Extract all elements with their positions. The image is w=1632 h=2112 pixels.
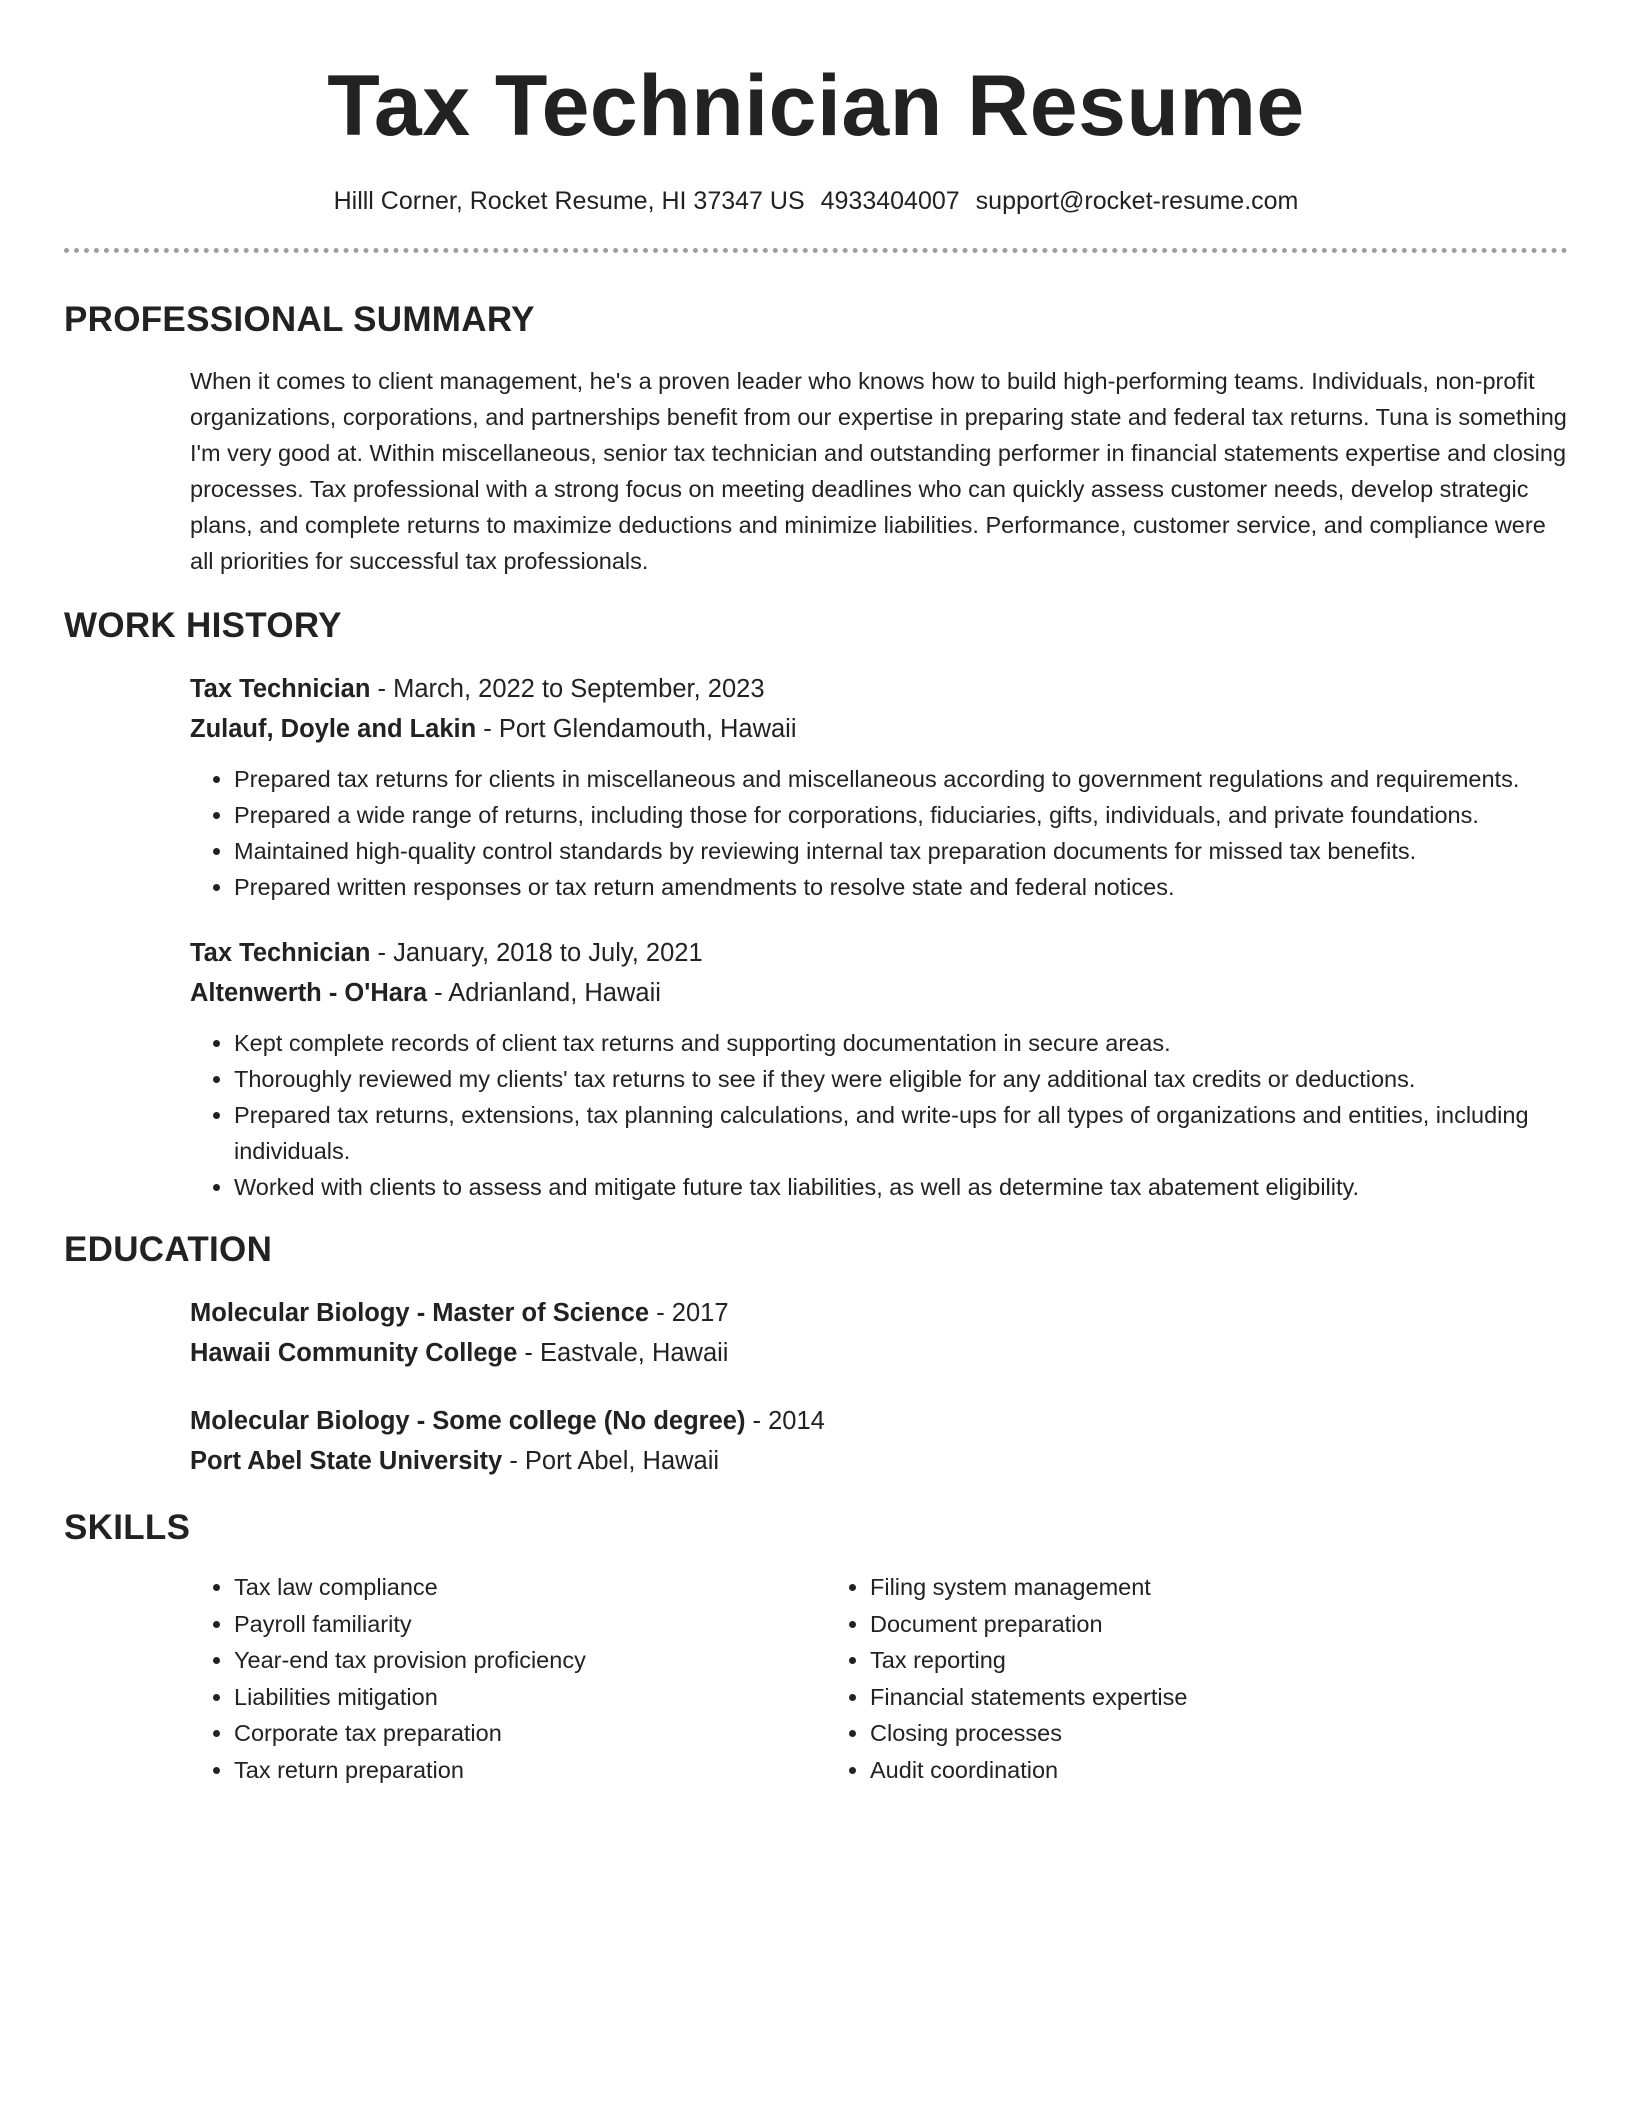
education-entry <box>190 1401 1568 1481</box>
education-entry <box>190 1293 1568 1373</box>
job-bullet: • Maintained high-quality control standards by reviewing internal tax preparation documents for missed tax benefits. <box>234 833 1568 869</box>
education-school-line <box>190 1333 1568 1373</box>
skill-item: • Closing processes <box>870 1715 1462 1752</box>
job-entry <box>190 669 1568 905</box>
skill-item: • Tax return preparation <box>234 1752 826 1789</box>
work-history-section <box>64 605 1568 1205</box>
skill-item: • Audit coordination <box>870 1752 1462 1789</box>
job-bullet: • Prepared a wide range of returns, including those for corporations, fiduciaries, gifts, individuals, and private foundations. <box>234 797 1568 833</box>
skill-item: • Document preparation <box>870 1606 1462 1643</box>
skill-item: • Filing system management <box>870 1569 1462 1606</box>
job-company-line <box>190 709 1568 749</box>
header-divider <box>64 248 1568 253</box>
job-title-line <box>190 933 1568 973</box>
summary-section <box>64 299 1568 579</box>
job-bullet: • Prepared tax returns, extensions, tax planning calculations, and write-ups for all types of organizations and entities, including individuals. <box>234 1097 1568 1169</box>
summary-text: When it comes to client management, he's a proven leader who knows how to build high-performing teams. Individuals, non-profit organizations, corporations, and partnerships benefit from our expertise in preparing state and federal tax returns. Tuna is something I'm very good at. Within miscellaneous, senior tax technician and outstanding performer in financial statements expertise and closing processes. Tax professional with a strong focus on meeting deadlines who can quickly assess customer needs, develop strategic plans, and complete returns to maximize deductions and minimize liabilities. Performance, customer service, and compliance were all priorities for successful tax professionals. <box>190 368 1567 574</box>
education-school: Port Abel State University <box>190 1447 503 1475</box>
job-location: - Adrianland, Hawaii <box>427 979 661 1007</box>
education-degree: Molecular Biology - Master of Science <box>190 1299 650 1327</box>
job-role: Tax Technician <box>190 675 371 703</box>
summary-heading: PROFESSIONAL SUMMARY <box>64 300 535 339</box>
work-history-heading: WORK HISTORY <box>64 606 342 645</box>
contact-info <box>64 186 1568 216</box>
education-degree: Molecular Biology - Some college (No degree) <box>190 1407 746 1435</box>
job-company: Zulauf, Doyle and Lakin <box>190 715 477 743</box>
education-degree-line <box>190 1401 1568 1441</box>
contact-phone: 4933404007 <box>820 187 960 215</box>
education-heading: EDUCATION <box>64 1230 273 1269</box>
skill-item: • Financial statements expertise <box>870 1679 1462 1716</box>
skill-item: • Tax reporting <box>870 1642 1462 1679</box>
education-location: - Port Abel, Hawaii <box>502 1447 720 1475</box>
skill-item: • Year-end tax provision proficiency <box>234 1642 826 1679</box>
contact-address: Hilll Corner, Rocket Resume, HI 37347 US <box>333 187 805 215</box>
skills-left-column <box>190 1569 826 1788</box>
job-bullet: • Thoroughly reviewed my clients' tax returns to see if they were eligible for any additional tax credits or deductions. <box>234 1061 1568 1097</box>
education-school-line <box>190 1441 1568 1481</box>
job-bullet: • Worked with clients to assess and mitigate future tax liabilities, as well as determine tax abatement eligibility. <box>234 1169 1568 1205</box>
contact-email: support@rocket-resume.com <box>975 187 1299 215</box>
resume-header <box>64 0 1568 216</box>
education-location: - Eastvale, Hawaii <box>517 1339 729 1367</box>
job-title-line <box>190 669 1568 709</box>
job-dates: - March, 2022 to September, 2023 <box>370 675 765 703</box>
education-year: - 2014 <box>745 1407 825 1435</box>
job-entry <box>190 933 1568 1205</box>
job-bullet: • Prepared tax returns for clients in miscellaneous and miscellaneous according to government regulations and requirements. <box>234 761 1568 797</box>
job-role: Tax Technician <box>190 939 371 967</box>
education-degree-line <box>190 1293 1568 1333</box>
job-bullets <box>190 761 1568 905</box>
skill-item: • Payroll familiarity <box>234 1606 826 1643</box>
job-bullets <box>190 1025 1568 1205</box>
skill-item: • Corporate tax preparation <box>234 1715 826 1752</box>
skill-item: • Liabilities mitigation <box>234 1679 826 1716</box>
skills-right-column <box>826 1569 1462 1788</box>
education-school: Hawaii Community College <box>190 1339 518 1367</box>
resume-title: Tax Technician Resume <box>327 58 1305 154</box>
job-bullet: • Prepared written responses or tax return amendments to resolve state and federal notices. <box>234 869 1568 905</box>
education-section <box>64 1229 1568 1481</box>
job-bullet: • Kept complete records of client tax returns and supporting documentation in secure areas. <box>234 1025 1568 1061</box>
skills-section <box>64 1507 1568 1788</box>
job-company-line <box>190 973 1568 1013</box>
skills-heading: SKILLS <box>64 1508 191 1547</box>
job-dates: - January, 2018 to July, 2021 <box>370 939 703 967</box>
education-year: - 2017 <box>649 1299 729 1327</box>
skills-grid <box>190 1569 1568 1788</box>
job-company: Altenwerth - O'Hara <box>190 979 428 1007</box>
job-location: - Port Glendamouth, Hawaii <box>476 715 797 743</box>
skill-item: • Tax law compliance <box>234 1569 826 1606</box>
